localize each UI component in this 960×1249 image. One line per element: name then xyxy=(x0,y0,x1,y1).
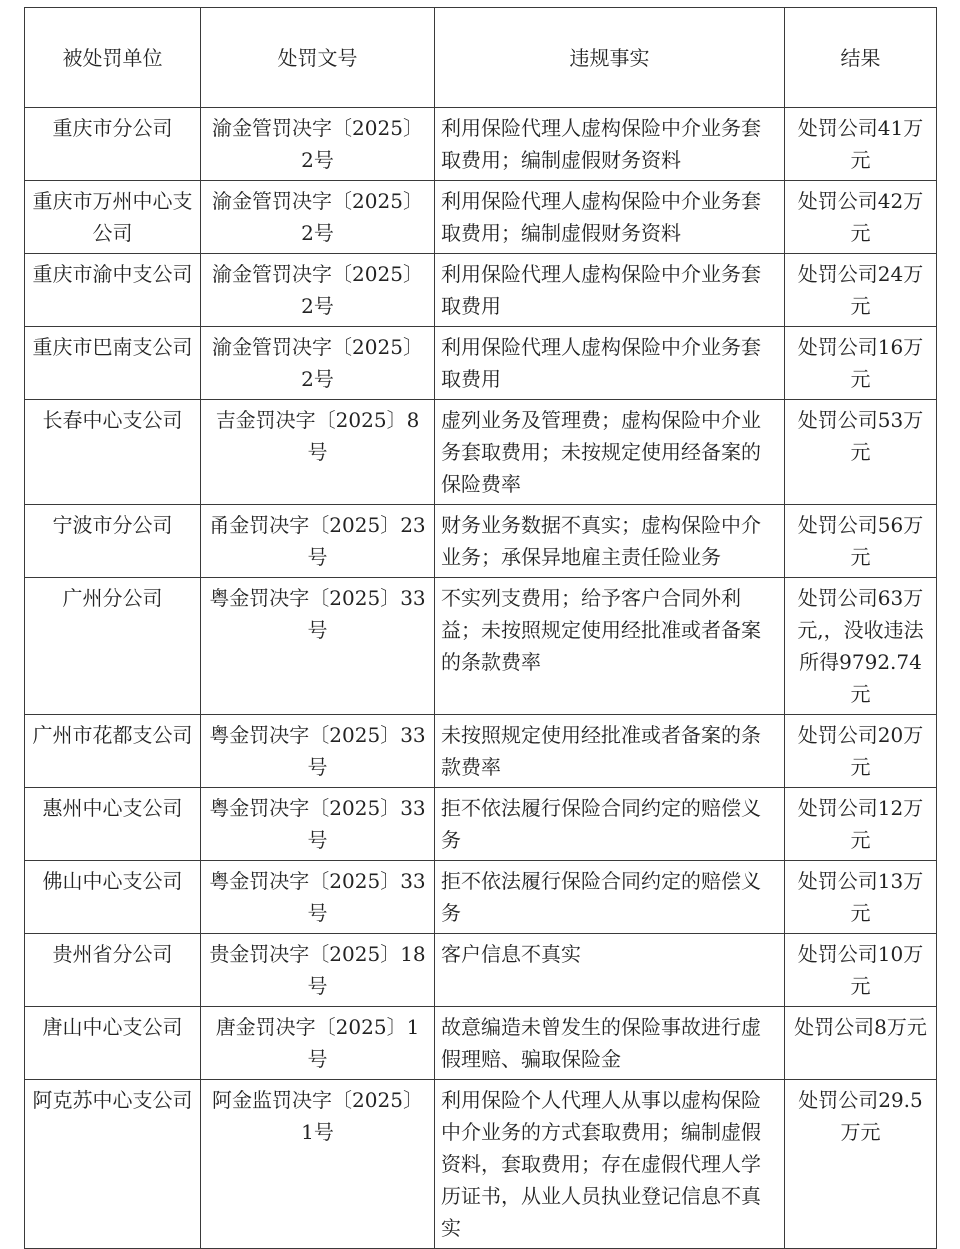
cell-doc-number: 阿金监罚决字〔2025〕1号 xyxy=(201,1080,435,1249)
cell-violation-facts: 利用保险代理人虚构保险中介业务套取费用；编制虚假财务资料 xyxy=(435,181,785,254)
penalty-table xyxy=(24,7,937,1249)
cell-unit: 阿克苏中心支公司 xyxy=(25,1080,201,1249)
cell-unit: 重庆市渝中支公司 xyxy=(25,254,201,327)
cell-violation-facts: 利用保险代理人虚构保险中介业务套取费用 xyxy=(435,327,785,400)
cell-violation-facts: 财务业务数据不真实；虚构保险中介业务；承保异地雇主责任险业务 xyxy=(435,505,785,578)
cell-result: 处罚公司13万元 xyxy=(785,861,937,934)
cell-result: 处罚公司10万元 xyxy=(785,934,937,1007)
cell-doc-number: 粤金罚决字〔2025〕33号 xyxy=(201,578,435,715)
cell-violation-facts: 利用保险代理人虚构保险中介业务套取费用；编制虚假财务资料 xyxy=(435,108,785,181)
cell-violation-facts: 拒不依法履行保险合同约定的赔偿义务 xyxy=(435,861,785,934)
cell-doc-number: 渝金管罚决字〔2025〕2号 xyxy=(201,254,435,327)
header-violation-facts: 违规事实 xyxy=(435,8,785,108)
table-row xyxy=(25,715,937,788)
cell-unit: 重庆市分公司 xyxy=(25,108,201,181)
cell-unit: 长春中心支公司 xyxy=(25,400,201,505)
table-row xyxy=(25,861,937,934)
cell-violation-facts: 利用保险代理人虚构保险中介业务套取费用 xyxy=(435,254,785,327)
cell-unit: 贵州省分公司 xyxy=(25,934,201,1007)
cell-violation-facts: 未按照规定使用经批准或者备案的条款费率 xyxy=(435,715,785,788)
cell-result: 处罚公司16万元 xyxy=(785,327,937,400)
cell-unit: 唐山中心支公司 xyxy=(25,1007,201,1080)
cell-result: 处罚公司12万元 xyxy=(785,788,937,861)
cell-doc-number: 渝金管罚决字〔2025〕2号 xyxy=(201,108,435,181)
cell-result: 处罚公司53万元 xyxy=(785,400,937,505)
cell-doc-number: 渝金管罚决字〔2025〕2号 xyxy=(201,181,435,254)
cell-doc-number: 吉金罚决字〔2025〕8号 xyxy=(201,400,435,505)
cell-result: 处罚公司8万元 xyxy=(785,1007,937,1080)
cell-result: 处罚公司24万元 xyxy=(785,254,937,327)
cell-violation-facts: 故意编造未曾发生的保险事故进行虚假理赔、骗取保险金 xyxy=(435,1007,785,1080)
header-row xyxy=(25,8,937,108)
cell-unit: 广州市花都支公司 xyxy=(25,715,201,788)
cell-unit: 重庆市万州中心支公司 xyxy=(25,181,201,254)
cell-result: 处罚公司29.5万元 xyxy=(785,1080,937,1249)
cell-doc-number: 甬金罚决字〔2025〕23号 xyxy=(201,505,435,578)
cell-result: 处罚公司41万元 xyxy=(785,108,937,181)
table-row xyxy=(25,108,937,181)
cell-violation-facts: 客户信息不真实 xyxy=(435,934,785,1007)
table-row xyxy=(25,400,937,505)
cell-violation-facts: 不实列支费用；给予客户合同外利益；未按照规定使用经批准或者备案的条款费率 xyxy=(435,578,785,715)
table-row xyxy=(25,505,937,578)
cell-doc-number: 粤金罚决字〔2025〕33号 xyxy=(201,861,435,934)
cell-unit: 广州分公司 xyxy=(25,578,201,715)
table-row xyxy=(25,788,937,861)
cell-violation-facts: 拒不依法履行保险合同约定的赔偿义务 xyxy=(435,788,785,861)
table-row xyxy=(25,181,937,254)
cell-unit: 重庆市巴南支公司 xyxy=(25,327,201,400)
cell-unit: 宁波市分公司 xyxy=(25,505,201,578)
cell-doc-number: 粤金罚决字〔2025〕33号 xyxy=(201,715,435,788)
cell-result: 处罚公司20万元 xyxy=(785,715,937,788)
cell-violation-facts: 虚列业务及管理费；虚构保险中介业务套取费用；未按规定使用经备案的保险费率 xyxy=(435,400,785,505)
table-row xyxy=(25,934,937,1007)
table-row xyxy=(25,1080,937,1249)
table-row xyxy=(25,327,937,400)
cell-result: 处罚公司63万元,，没收违法所得9792.74元 xyxy=(785,578,937,715)
cell-doc-number: 粤金罚决字〔2025〕33号 xyxy=(201,788,435,861)
cell-unit: 佛山中心支公司 xyxy=(25,861,201,934)
cell-result: 处罚公司42万元 xyxy=(785,181,937,254)
header-doc-number: 处罚文号 xyxy=(201,8,435,108)
header-result: 结果 xyxy=(785,8,937,108)
cell-unit: 惠州中心支公司 xyxy=(25,788,201,861)
table-row xyxy=(25,254,937,327)
table-row xyxy=(25,1007,937,1080)
cell-doc-number: 唐金罚决字〔2025〕1号 xyxy=(201,1007,435,1080)
header-unit: 被处罚单位 xyxy=(25,8,201,108)
cell-result: 处罚公司56万元 xyxy=(785,505,937,578)
cell-violation-facts: 利用保险个人代理人从事以虚构保险中介业务的方式套取费用；编制虚假资料，套取费用；存在虚假代理人学历证书，从业人员执业登记信息不真实 xyxy=(435,1080,785,1249)
table-row xyxy=(25,578,937,715)
cell-doc-number: 渝金管罚决字〔2025〕2号 xyxy=(201,327,435,400)
cell-doc-number: 贵金罚决字〔2025〕18号 xyxy=(201,934,435,1007)
